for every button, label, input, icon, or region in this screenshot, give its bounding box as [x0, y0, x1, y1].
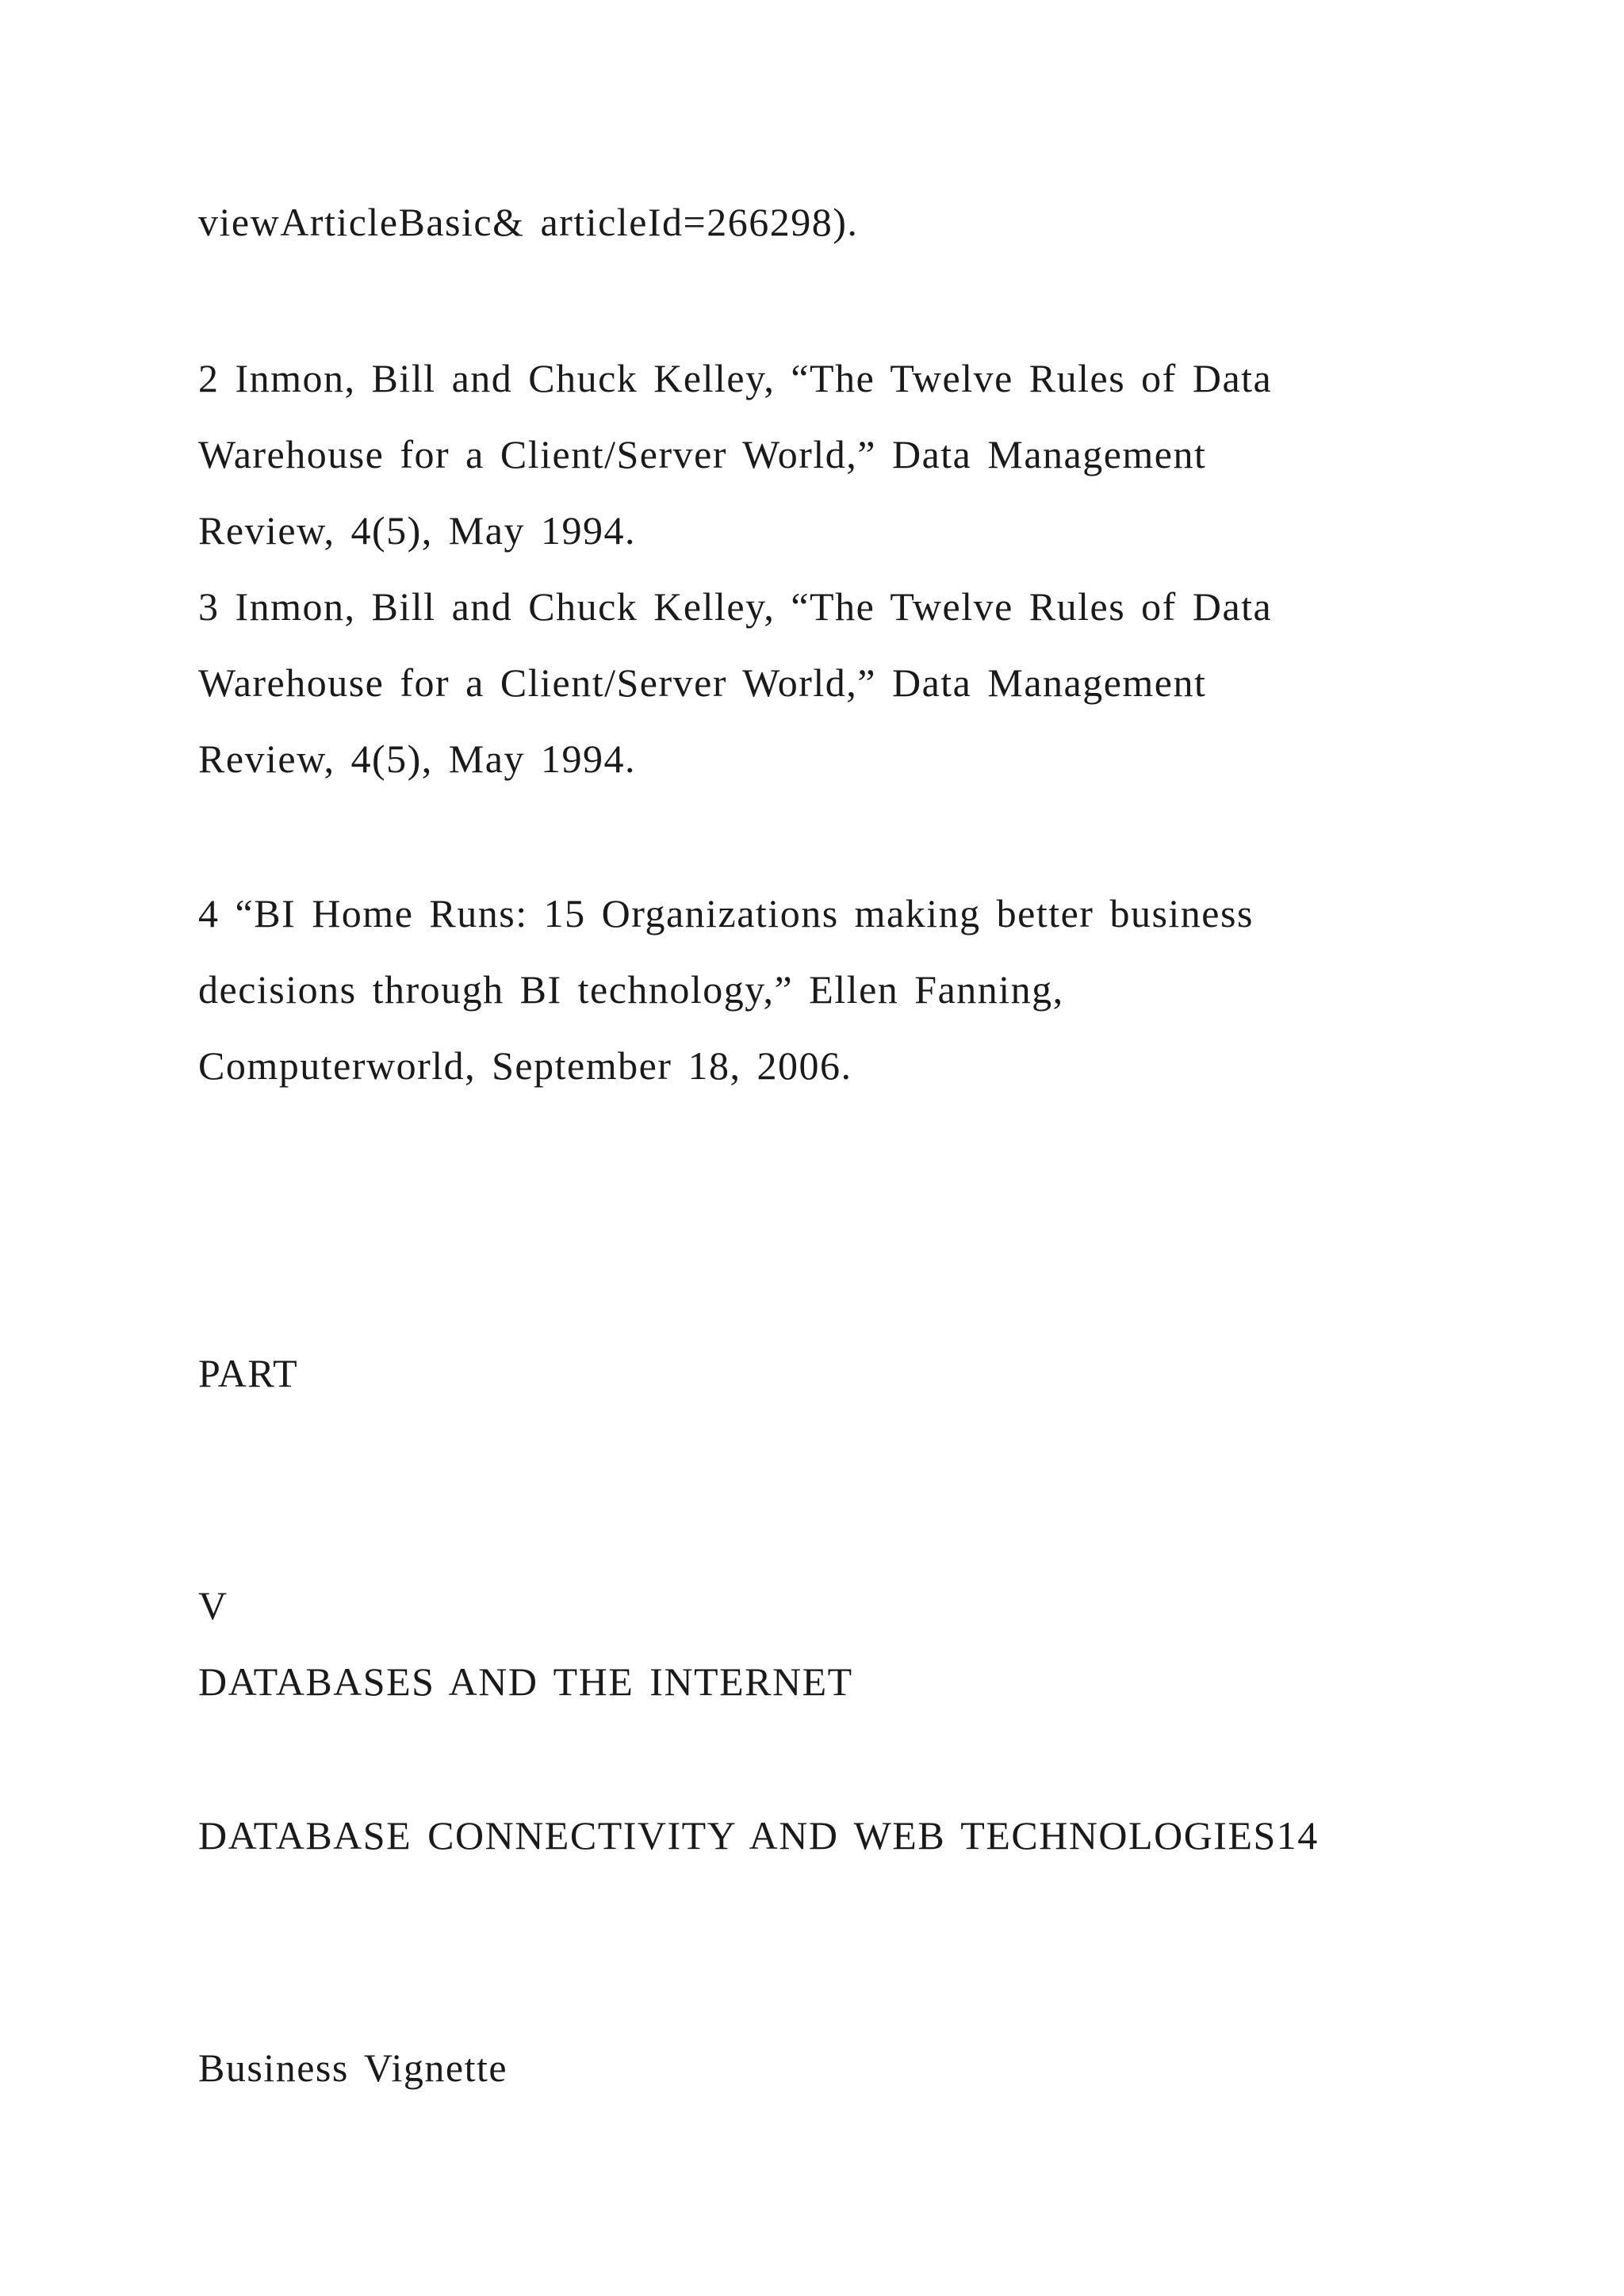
footnote-2-line-3: Review, 4(5), May 1994. — [198, 508, 636, 553]
part-number: V — [198, 1583, 228, 1628]
footnote-3-line-3: Review, 4(5), May 1994. — [198, 737, 636, 781]
footnote-3-line-1: 3 Inmon, Bill and Chuck Kelley, “The Twelve Rules of Data — [198, 584, 1273, 629]
chapter-title: DATABASE CONNECTIVITY AND WEB TECHNOLOGIES14 — [198, 1813, 1319, 1858]
section-heading: Business Vignette — [198, 2045, 508, 2090]
part-title: DATABASES AND THE INTERNET — [198, 1659, 853, 1704]
footnote-2-line-1: 2 Inmon, Bill and Chuck Kelley, “The Twelve Rules of Data — [198, 356, 1273, 400]
footnote-4-line-3: Computerworld, September 18, 2006. — [198, 1043, 852, 1088]
footnote-2-line-2: Warehouse for a Client/Server World,” Data Management — [198, 432, 1207, 476]
footnote-4-line-2: decisions through BI technology,” Ellen Fanning, — [198, 967, 1064, 1012]
footnote-4-line-1: 4 “BI Home Runs: 15 Organizations making better business — [198, 891, 1254, 936]
part-label: PART — [198, 1351, 299, 1395]
footnote-3-line-2: Warehouse for a Client/Server World,” Data Management — [198, 660, 1207, 705]
reference-url-continuation: viewArticleBasic& articleId=266298). — [198, 200, 859, 244]
